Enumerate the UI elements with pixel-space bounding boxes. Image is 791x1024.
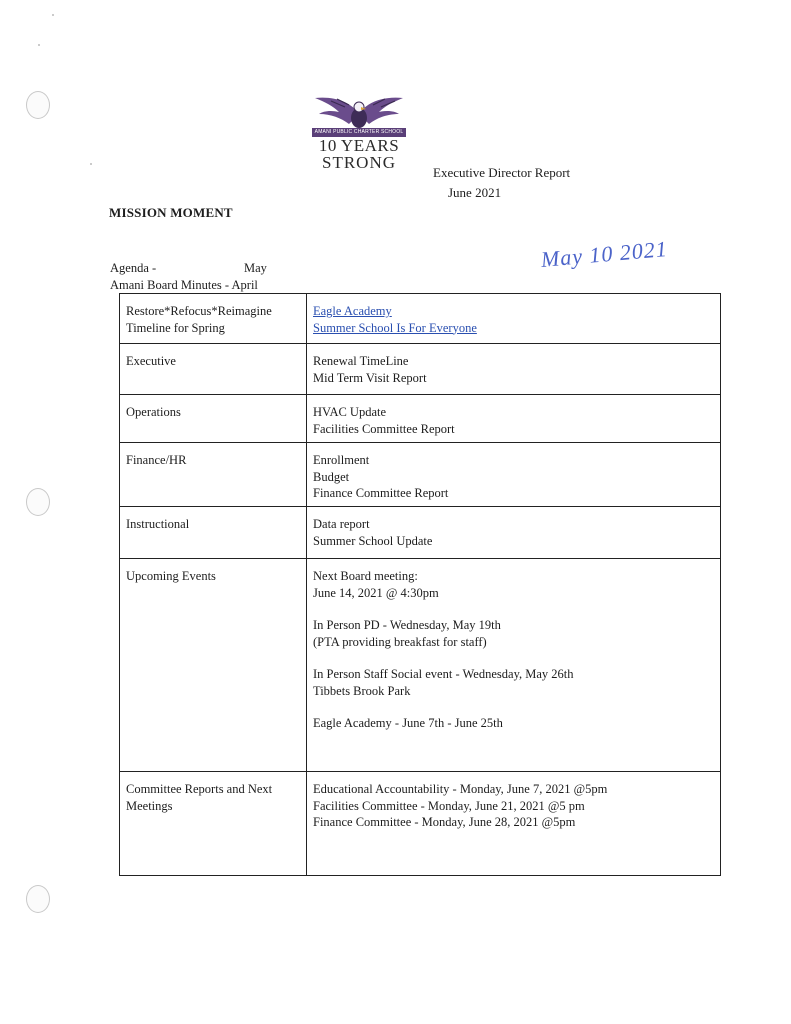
agenda-items	[307, 507, 721, 559]
agenda-items	[307, 395, 721, 443]
agenda-row	[120, 772, 721, 876]
logo-text-years: 10 YEARS	[318, 136, 400, 155]
spacer	[313, 699, 714, 715]
school-logo	[304, 92, 414, 178]
agenda-item: Facilities Committee Report	[313, 421, 455, 436]
agenda-row	[120, 443, 721, 507]
agenda-item: Facilities Committee - Monday, June 21, 2021 @5 pm	[313, 798, 585, 813]
agenda-topic: Restore*Refocus*Reimagine Timeline for Spring	[120, 294, 307, 344]
report-date: June 2021	[448, 185, 502, 200]
agenda-item: Tibbets Brook Park	[313, 683, 411, 698]
spacer	[313, 650, 714, 666]
agenda-items	[307, 294, 721, 344]
agenda-row	[120, 294, 721, 344]
binder-hole	[26, 91, 50, 119]
agenda-item: Mid Term Visit Report	[313, 370, 427, 385]
binder-hole	[26, 488, 50, 516]
agenda-row	[120, 559, 721, 772]
mission-heading: MISSION MOMENT	[109, 205, 233, 220]
agenda-label: Agenda -	[110, 261, 157, 275]
agenda-item: Finance Committee - Monday, June 28, 2021 @5pm	[313, 815, 576, 829]
agenda-topic: Instructional	[120, 507, 307, 559]
agenda-topic: Executive	[120, 344, 307, 395]
agenda-row	[120, 395, 721, 443]
agenda-item: June 14, 2021 @ 4:30pm	[313, 585, 439, 600]
agenda-items	[307, 443, 721, 507]
agenda-topic: Operations	[120, 395, 307, 443]
agenda-item: Educational Accountability - Monday, June 7, 2021 @5pm	[313, 782, 608, 796]
agenda-item: HVAC Update	[313, 405, 387, 419]
scan-speck	[52, 14, 54, 16]
agenda-row	[120, 344, 721, 395]
agenda-item: Finance Committee Report	[313, 486, 449, 500]
agenda-topic: Upcoming Events	[120, 559, 307, 772]
scan-speck	[90, 163, 92, 165]
agenda-row	[120, 507, 721, 559]
agenda-item: Data report	[313, 517, 370, 531]
agenda-item: Eagle Academy - June 7th - June 25th	[313, 716, 503, 730]
report-title: Executive Director Report	[433, 165, 571, 180]
logo-text-strong: STRONG	[321, 153, 396, 172]
agenda-item: Summer School Update	[313, 533, 433, 548]
board-minutes-label: Amani Board Minutes - April	[110, 278, 258, 292]
agenda-month: May	[244, 261, 267, 275]
agenda-topic: Finance/HR	[120, 443, 307, 507]
agenda-item: In Person Staff Social event - Wednesday, May 26th	[313, 667, 574, 681]
agenda-items	[307, 772, 721, 876]
agenda-item: In Person PD - Wednesday, May 19th	[313, 618, 501, 632]
spacer	[313, 601, 714, 617]
agenda-item: Budget	[313, 469, 350, 484]
agenda-item: Enrollment	[313, 453, 370, 467]
agenda-item: (PTA providing breakfast for staff)	[313, 634, 487, 649]
agenda-table	[119, 293, 721, 876]
eagle-icon	[311, 92, 407, 132]
agenda-link[interactable]: Summer School Is For Everyone	[313, 320, 477, 335]
agenda-topic: Committee Reports and Next Meetings	[120, 772, 307, 876]
agenda-item: Renewal TimeLine	[313, 354, 409, 368]
handwritten-date: May 10 2021	[539, 235, 669, 272]
binder-hole	[26, 885, 50, 913]
scan-speck	[38, 44, 40, 46]
agenda-items	[307, 344, 721, 395]
agenda-link[interactable]: Eagle Academy	[313, 304, 392, 318]
logo-banner: AMANI PUBLIC CHARTER SCHOOL	[312, 128, 406, 137]
agenda-items	[307, 559, 721, 772]
agenda-item: Next Board meeting:	[313, 569, 418, 583]
